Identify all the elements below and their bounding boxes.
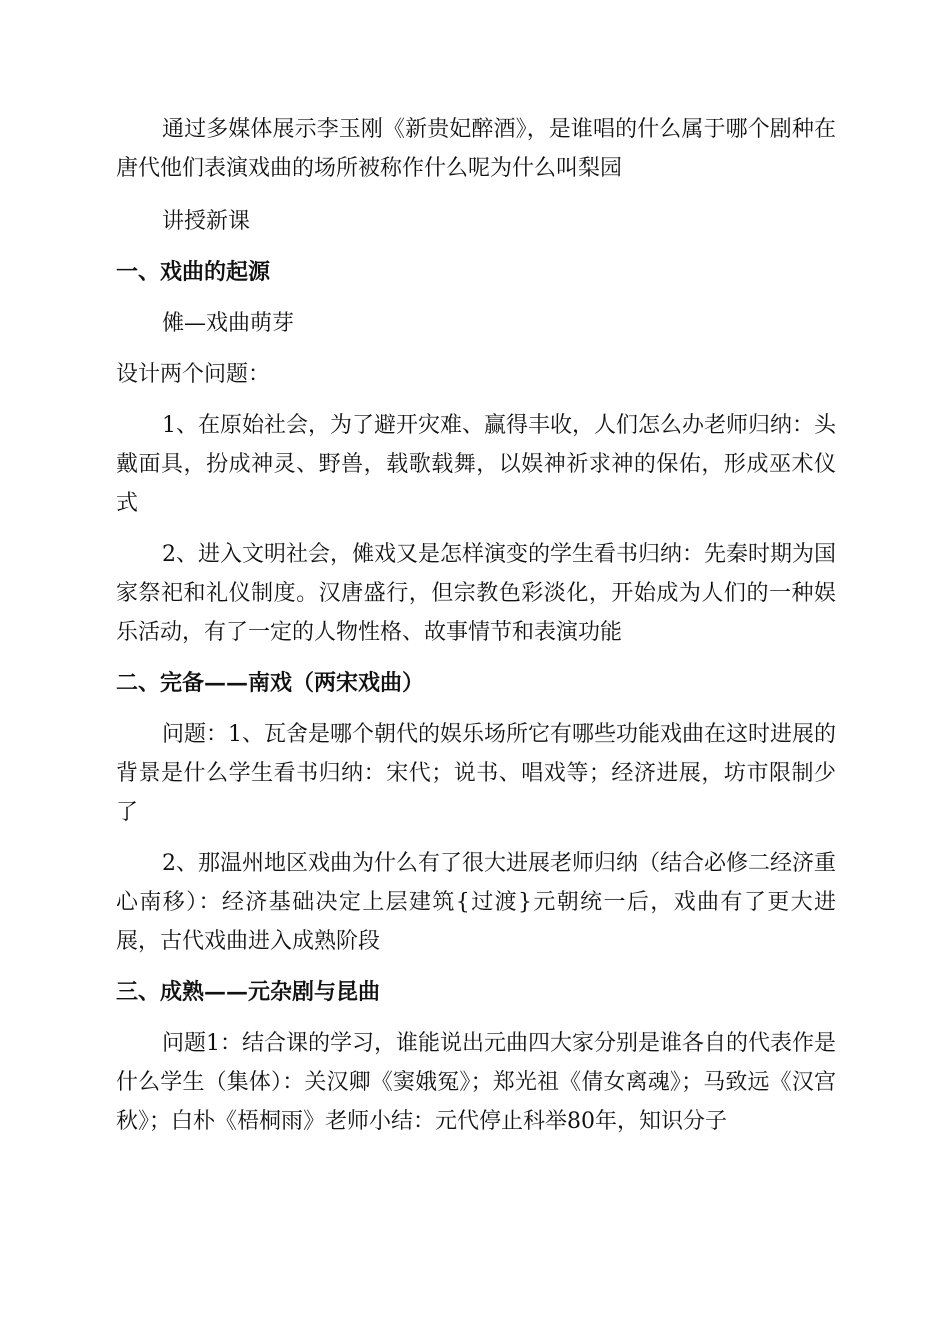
section2-heading: 二、完备——南戏（两宋戏曲） [116,670,425,696]
section1-subheading: 傩—戏曲萌芽 [162,311,295,336]
design-questions-label: 设计两个问题： [116,362,271,387]
lecture-label: 讲授新课 [162,209,251,234]
section1-heading: 一、戏曲的起源 [116,259,271,285]
section1-question1: 1、在原始社会，为了避开灾难、赢得丰收，人们怎么办老师归纳：头戴面具，扮成神灵、野兽，载歌载舞，以娱神祈求神的保佑，形成巫术仪式 [116,413,836,516]
intro-paragraph: 通过多媒体展示李玉刚《新贵妃醉酒》，是谁唱的什么属于哪个剧种在唐代他们表演戏曲的场所被称作什么呢为什么叫梨园 [116,117,836,181]
document-page [116,110,836,1141]
section3-question1: 问题1：结合课的学习，谁能说出元曲四大家分别是谁各自的代表作是什么学生（集体）：关汉卿《窦娥冤》；郑光祖《倩女离魂》；马致远《汉宫秋》；白朴《梧桐雨》老师小结：元代停止科举80年，知识分子 [116,1031,836,1134]
section1-question2: 2、进入文明社会，傩戏又是怎样演变的学生看书归纳：先秦时期为国家祭祀和礼仪制度。汉唐盛行，但宗教色彩淡化，开始成为人们的一种娱乐活动，有了一定的人物性格、故事情节和表演功能 [116,542,836,645]
section2-question1: 问题：1、瓦舍是哪个朝代的娱乐场所它有哪些功能戏曲在这时进展的背景是什么学生看书归纳：宋代；说书、唱戏等；经济进展，坊市限制少了 [116,722,836,825]
section3-heading: 三、成熟——元杂剧与昆曲 [116,979,381,1005]
section2-question2: 2、那温州地区戏曲为什么有了很大进展老师归纳（结合必修二经济重心南移）：经济基础决定上层建筑{过渡}元朝统一后，戏曲有了更大进展，古代戏曲进入成熟阶段 [116,851,836,954]
